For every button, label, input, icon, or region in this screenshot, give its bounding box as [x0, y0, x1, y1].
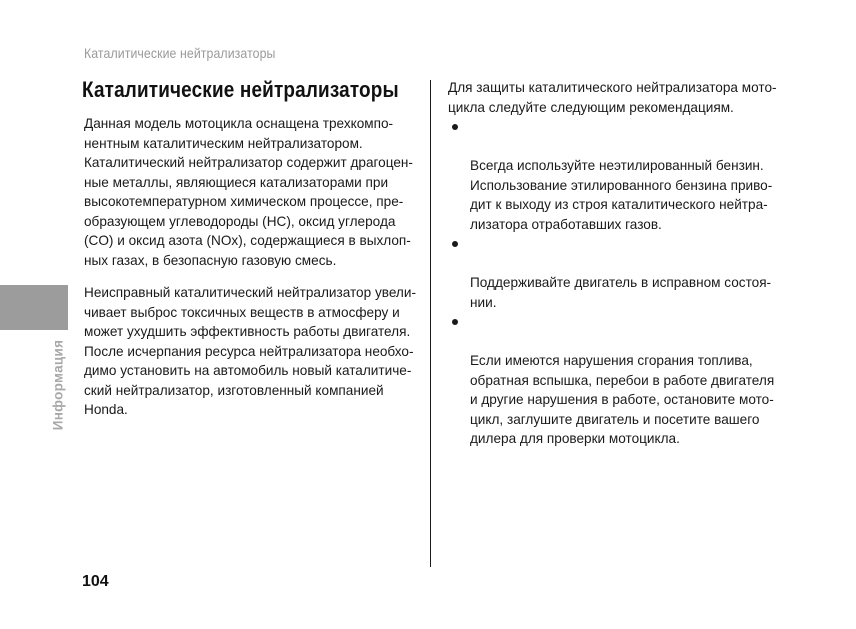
column-divider [430, 80, 431, 567]
bullet-icon [452, 241, 458, 247]
section-tab-marker [0, 285, 68, 330]
list-item [448, 117, 778, 234]
list-item-text: Всегда используйте неэтилированный бензин. Использование этилированного бензина приво- дит к выходу из строя каталитического нейтра- лизатора отработавших газов. [470, 158, 773, 232]
bullet-icon [452, 124, 458, 130]
page-title: Каталитические нейтрализаторы [82, 77, 399, 102]
list-item [448, 312, 778, 449]
paragraph-replacement: Неисправный каталитический нейтрализатор увели- чивает выброс токсичных веществ в атмосферу и может ухудшить эффективность работы двигателя. После исчерпания ресурса нейтрализатора необхо- димо установить на автомобиль новый каталитиче- ский нейтрализатор, изготовленный компанией Honda. [84, 285, 416, 417]
recommendations-list [448, 117, 778, 449]
right-column [448, 78, 778, 449]
list-item-text: Поддерживайте двигатель в исправном состоя- нии. [470, 275, 772, 310]
list-item-text: Если имеются нарушения сгорания топлива, обратная вспышка, перебои в работе двигателя и другие нарушения в работе, остановите мото- цикл, заглушите двигатель и посетите вашего дилера для проверки мотоцикла. [470, 353, 775, 446]
list-item [448, 234, 778, 312]
recommendations-intro: Для защиты каталитического нейтрализатора мото- цикла следуйте следующим рекомендациям. [448, 80, 777, 115]
bullet-icon [452, 319, 458, 325]
left-column [84, 114, 424, 420]
side-section-label: Информация [50, 339, 66, 431]
paragraph-description: Данная модель мотоцикла оснащена трехкомпо- нентным каталитическим нейтрализатором. Каталитический нейтрализатор содержит драгоцен- ные металлы, являющиеся катализаторами при высокотемпературном химическом процессе, пре- образующем углеводороды (HC), оксид углерода (CO) и оксид азота (NOx), содержащиеся в выхлоп- ных газах, в безопасную газовую смесь. [84, 116, 413, 268]
running-header: Каталитические нейтрализаторы [84, 45, 276, 61]
page-number: 104 [82, 573, 109, 590]
